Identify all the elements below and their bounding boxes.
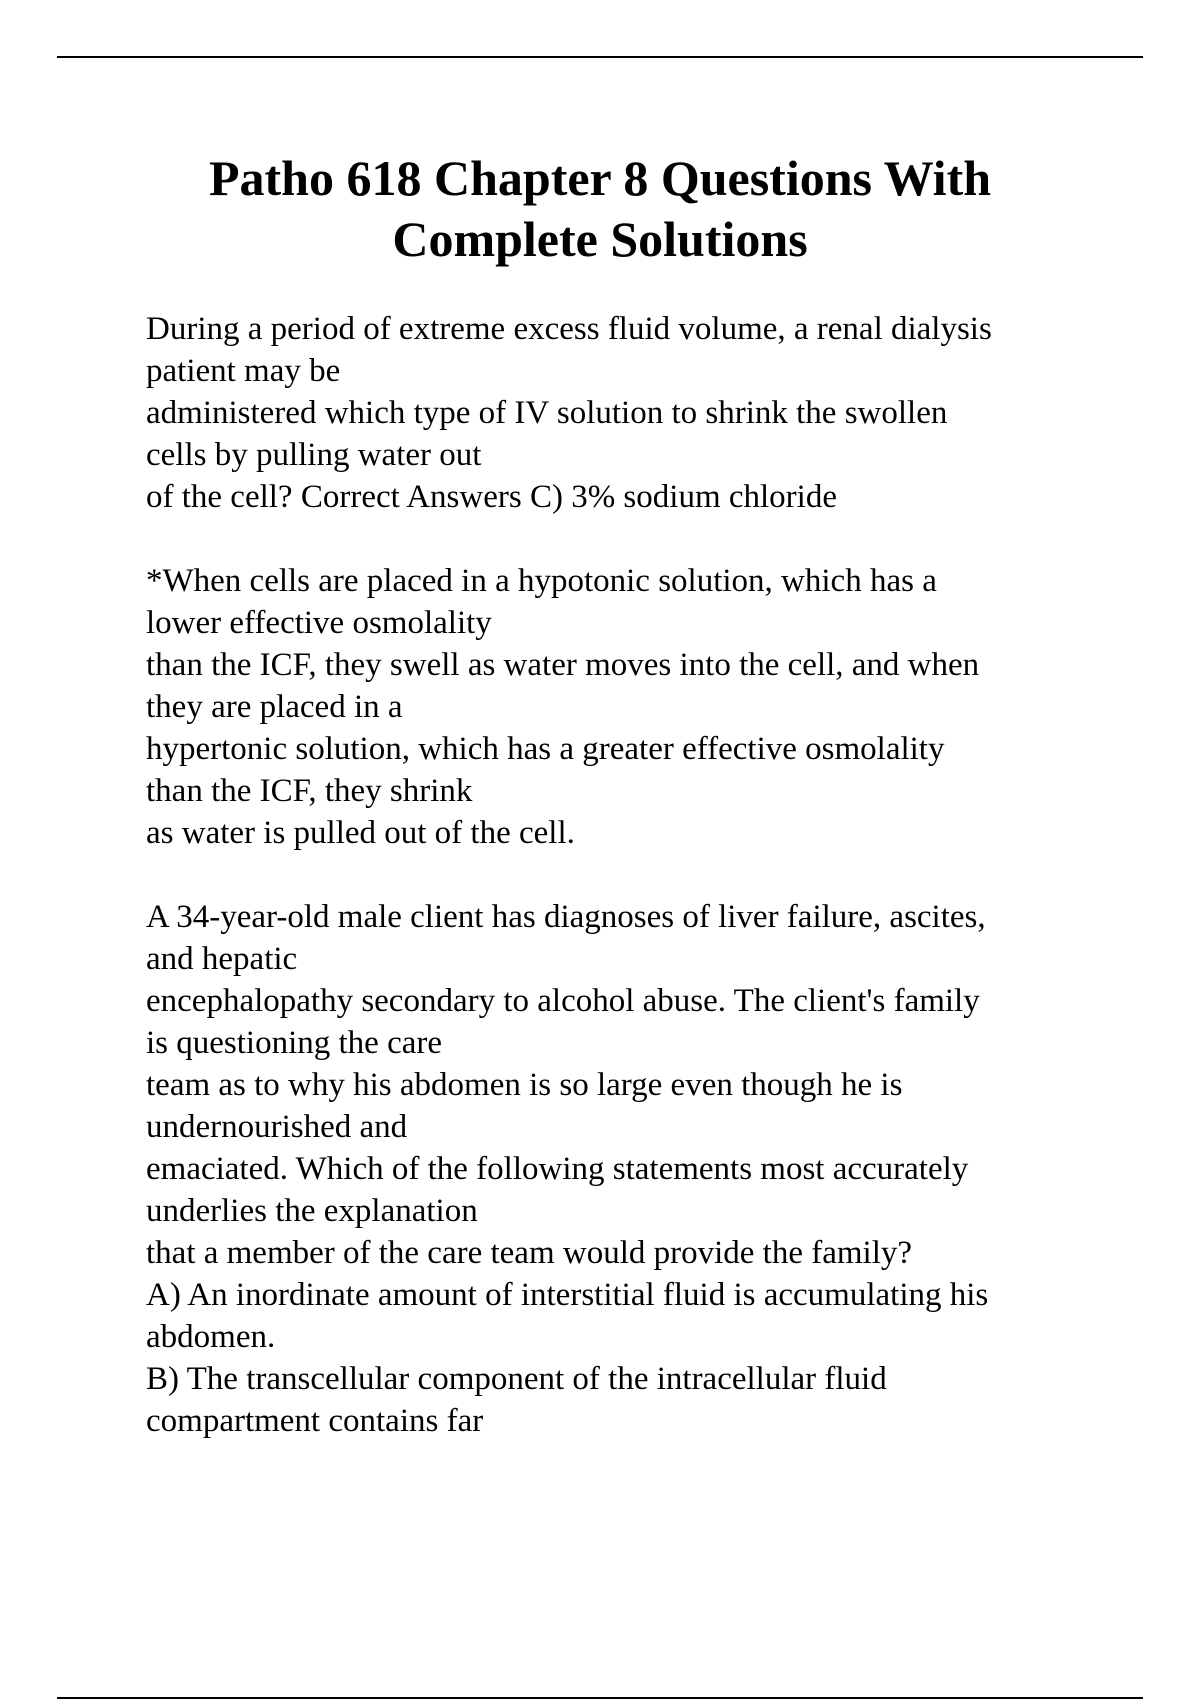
- text-line: underlies the explanation: [146, 1193, 478, 1229]
- text-line: undernourished and: [146, 1109, 408, 1145]
- bottom-rule: [57, 1697, 1143, 1699]
- title-line-1: Patho 618 Chapter 8 Questions With: [208, 150, 992, 206]
- title-line-2: Complete Solutions: [392, 211, 808, 267]
- text-line: encephalopathy secondary to alcohol abuse. The client's family: [146, 983, 980, 1019]
- text-line: than the ICF, they swell as water moves into the cell, and when: [146, 647, 980, 683]
- text-line: than the ICF, they shrink: [146, 773, 473, 809]
- text-line: and hepatic: [146, 941, 298, 977]
- document-body: [146, 308, 1146, 1442]
- answer-option-a: A) An inordinate amount of interstitial fluid is accumulating his: [146, 1277, 989, 1313]
- text-line: they are placed in a: [146, 689, 403, 725]
- answer-option-b: B) The transcellular component of the intracellular fluid: [146, 1361, 887, 1397]
- top-rule: [57, 56, 1143, 58]
- text-line: cells by pulling water out: [146, 437, 482, 473]
- question-2: [146, 896, 1146, 1442]
- text-line: During a period of extreme excess fluid volume, a renal dialysis: [146, 311, 992, 347]
- text-line: compartment contains far: [146, 1403, 484, 1439]
- question-1: [146, 308, 1146, 518]
- text-line: hypertonic solution, which has a greater effective osmolality: [146, 731, 945, 767]
- text-line: of the cell? Correct Answers C) 3% sodium chloride: [146, 479, 837, 515]
- question-1-rationale: [146, 560, 1146, 854]
- text-line: as water is pulled out of the cell.: [146, 815, 575, 851]
- text-line: team as to why his abdomen is so large even though he is: [146, 1067, 903, 1103]
- paragraph-gap: [146, 854, 1146, 896]
- text-line: emaciated. Which of the following statements most accurately: [146, 1151, 969, 1187]
- paragraph-gap: [146, 518, 1146, 560]
- text-line: abdomen.: [146, 1319, 276, 1355]
- text-line: administered which type of IV solution to shrink the swollen: [146, 395, 948, 431]
- text-line: lower effective osmolality: [146, 605, 492, 641]
- page-title: [100, 148, 1100, 270]
- text-line: *When cells are placed in a hypotonic solution, which has a: [146, 563, 937, 599]
- text-line: that a member of the care team would provide the family?: [146, 1235, 913, 1271]
- text-line: A 34-year-old male client has diagnoses of liver failure, ascites,: [146, 899, 986, 935]
- text-line: patient may be: [146, 353, 341, 389]
- text-line: is questioning the care: [146, 1025, 443, 1061]
